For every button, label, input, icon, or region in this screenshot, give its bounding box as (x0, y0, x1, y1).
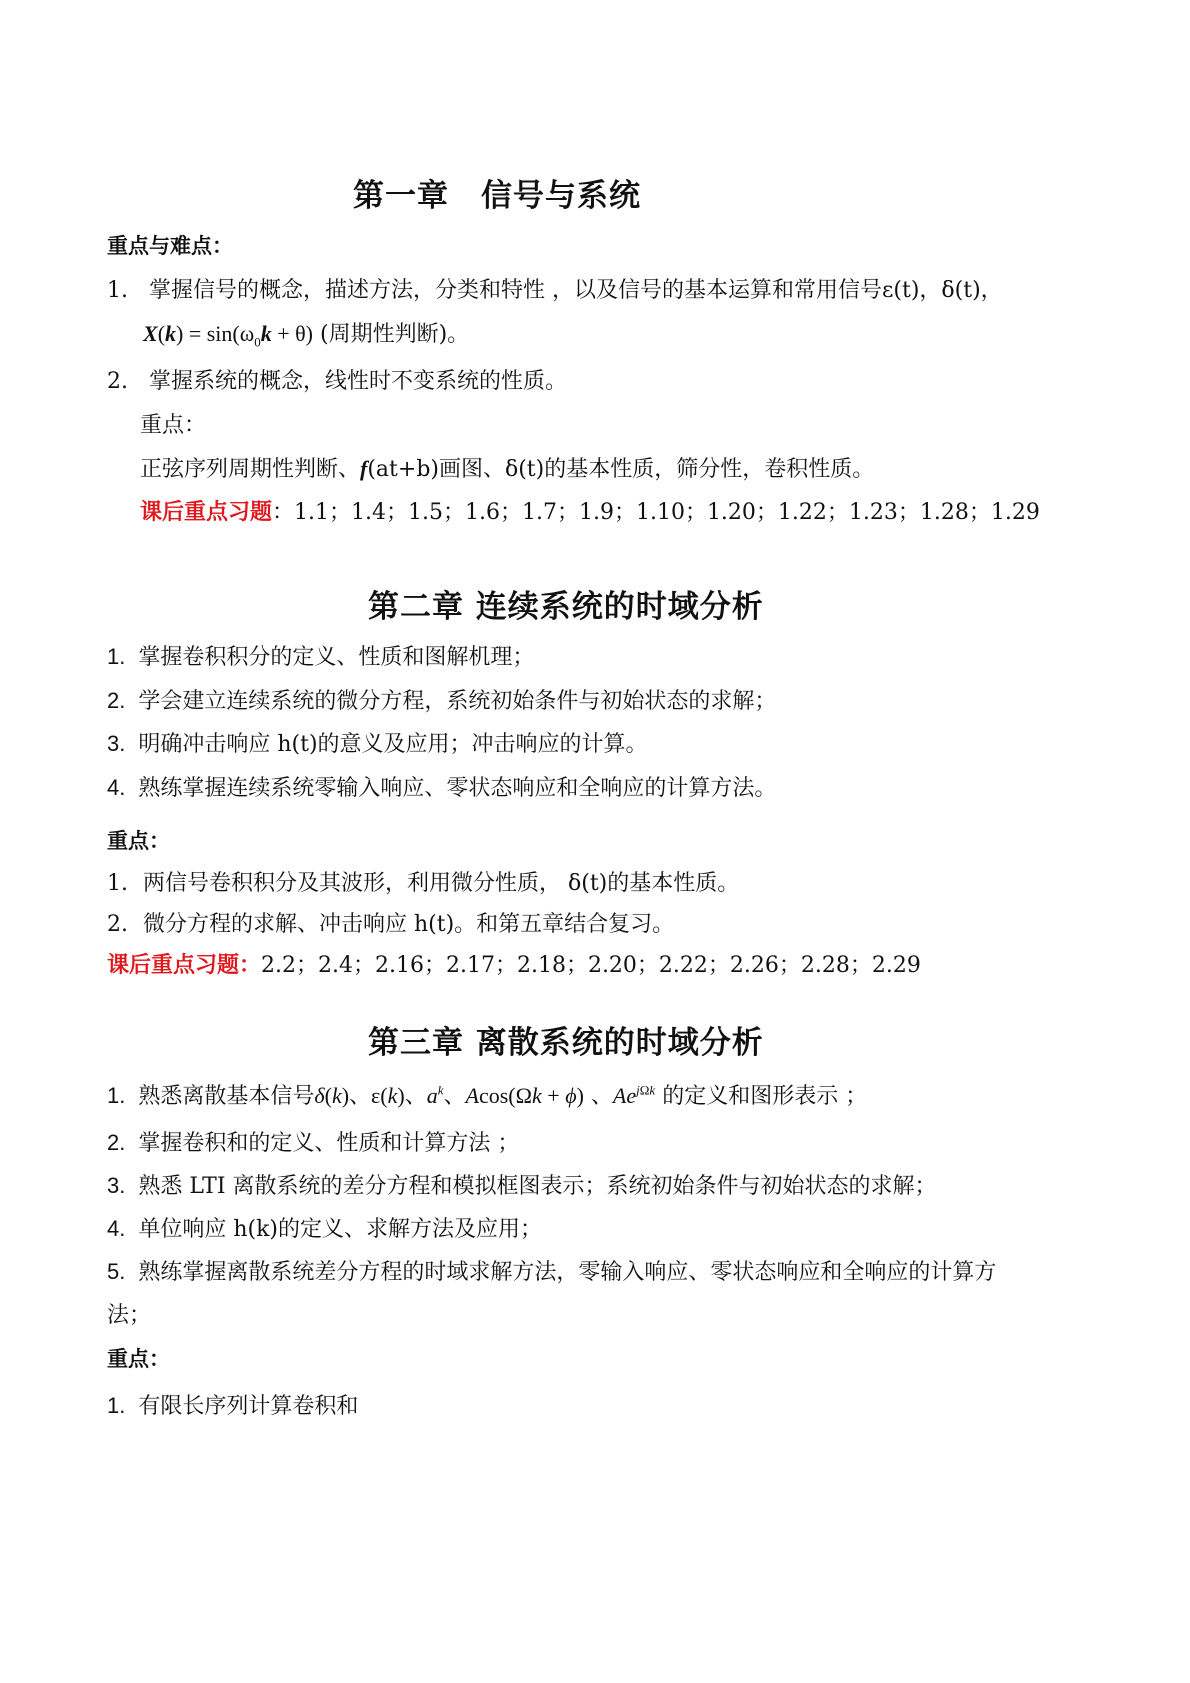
item-number: 1. (107, 871, 128, 896)
item-text: 明确冲击响应 h(t)的意义及应用；冲击响应的计算。 (138, 732, 648, 757)
homework-list: 1.1；1.4；1.5；1.6；1.7；1.9；1.10；1.20；1.22；1.23；1.28；1.29 (294, 500, 1040, 525)
ch1-item-1 (107, 273, 1003, 304)
ch3-item (107, 1169, 937, 1200)
a-k-formula: $a^k$ (426, 1082, 444, 1108)
item-text: 掌握系统的概念，线性时不变系统的性质。 (149, 369, 568, 394)
item-number: 1. (107, 1083, 126, 1108)
epsilon-k-formula: ε(k) (371, 1083, 405, 1108)
delta-k-formula: δ(k) (314, 1083, 350, 1108)
item-text: 两信号卷积积分及其波形，利用微分性质， δ(t)的基本性质。 (143, 871, 740, 896)
item-number: 3. (107, 1173, 126, 1198)
focus-text-a: 正弦序列周期性判断、 (140, 457, 361, 482)
ch1-item-1-formula (143, 317, 469, 350)
homework-label: 课后重点习题： (107, 953, 262, 978)
item-number: 1. (107, 1393, 126, 1418)
ch2-item (107, 771, 776, 802)
separator: 、 (349, 1084, 372, 1109)
item-text-tail: 的定义和图形表示 ； (662, 1084, 868, 1109)
focus-text-b: (at+b)画图、δ(t)的基本性质，筛分性，卷积性质。 (367, 457, 875, 482)
ch3-item (107, 1255, 996, 1286)
ch2-homework (107, 948, 921, 979)
separator: 、 (590, 1084, 613, 1109)
item-text: 单位响应 h(k)的定义、求解方法及应用； (138, 1217, 543, 1242)
item-number: 3. (107, 731, 126, 756)
item-text: 掌握卷积和的定义、性质和计算方法 ； (138, 1131, 520, 1156)
ch1-focus-label: 重点： (140, 413, 207, 438)
ch1-key-label: 重点与难点： (107, 234, 233, 258)
ch2-focus-item (107, 907, 674, 938)
item-number: 2. (107, 1130, 126, 1155)
chapter2-title: 第二章 连续系统的时域分析 (368, 589, 764, 625)
ch1-item-2 (107, 364, 567, 395)
item-text: 微分方程的求解、冲击响应 h(t)。和第五章结合复习。 (143, 912, 675, 937)
formula-note: (周期性判断)。 (320, 322, 470, 347)
ch2-item (107, 684, 776, 715)
ch3-focus-label: 重点： (107, 1347, 170, 1371)
chapter1-title: 第一章 信号与系统 (353, 178, 641, 214)
item-number: 1. (107, 644, 126, 669)
item-number: 5. (107, 1259, 126, 1284)
ch3-focus-item (107, 1389, 358, 1420)
ch3-item-5-continued: 法； (107, 1303, 152, 1328)
homework-list: 2.2；2.4；2.16；2.17；2.18；2.20；2.22；2.26；2.28；2.29 (261, 953, 921, 978)
ch1-focus-text (140, 452, 874, 483)
item-text: 有限长序列计算卷积和 (138, 1394, 359, 1419)
item-number: 2. (107, 369, 128, 394)
homework-label: 课后重点习题 (140, 500, 273, 525)
item-number: 1. (107, 278, 128, 303)
item-text: 学会建立连续系统的微分方程，系统初始条件与初始状态的求解； (138, 689, 777, 714)
ch3-item (107, 1126, 519, 1157)
ch3-item (107, 1212, 542, 1243)
ch2-focus-item (107, 866, 739, 897)
item-number: 2. (107, 912, 128, 937)
item-text: 掌握卷积积分的定义、性质和图解机理； (138, 645, 535, 670)
function-f: f (360, 456, 368, 481)
item-text: 掌握信号的概念，描述方法，分类和特性 ，以及信号的基本运算和常用信号ε(t)，δ(t)， (149, 278, 1003, 303)
item-text: 熟练掌握离散系统差分方程的时域求解方法，零输入响应、零状态响应和全响应的计算方 (138, 1260, 997, 1285)
ch3-item-1 (107, 1079, 867, 1110)
separator: 、 (404, 1084, 427, 1109)
ch1-homework (140, 495, 1040, 526)
item-number: 4. (107, 1216, 126, 1241)
item-text: 熟悉 LTI 离散系统的差分方程和模拟框图表示；系统初始条件与初始状态的求解； (138, 1174, 937, 1199)
exp-formula: $Ae^{j\Omega k}$ (612, 1082, 656, 1108)
item-text: 熟悉离散基本信号 (138, 1084, 315, 1109)
cos-formula: Acos(Ωk + ϕ) (465, 1083, 584, 1108)
item-text: 熟练掌握连续系统零输入响应、零状态响应和全响应的计算方法。 (138, 776, 777, 801)
ch2-item (107, 640, 534, 671)
item-number: 4. (107, 775, 126, 800)
homework-colon: ： (272, 500, 295, 525)
ch2-item (107, 727, 648, 758)
sinusoid-formula: $X(k) = \sin(\omega_0k + \theta)$ (143, 321, 314, 350)
item-number: 2. (107, 688, 126, 713)
chapter3-title: 第三章 离散系统的时域分析 (368, 1025, 764, 1061)
ch2-focus-label: 重点： (107, 829, 170, 853)
separator: 、 (443, 1084, 466, 1109)
